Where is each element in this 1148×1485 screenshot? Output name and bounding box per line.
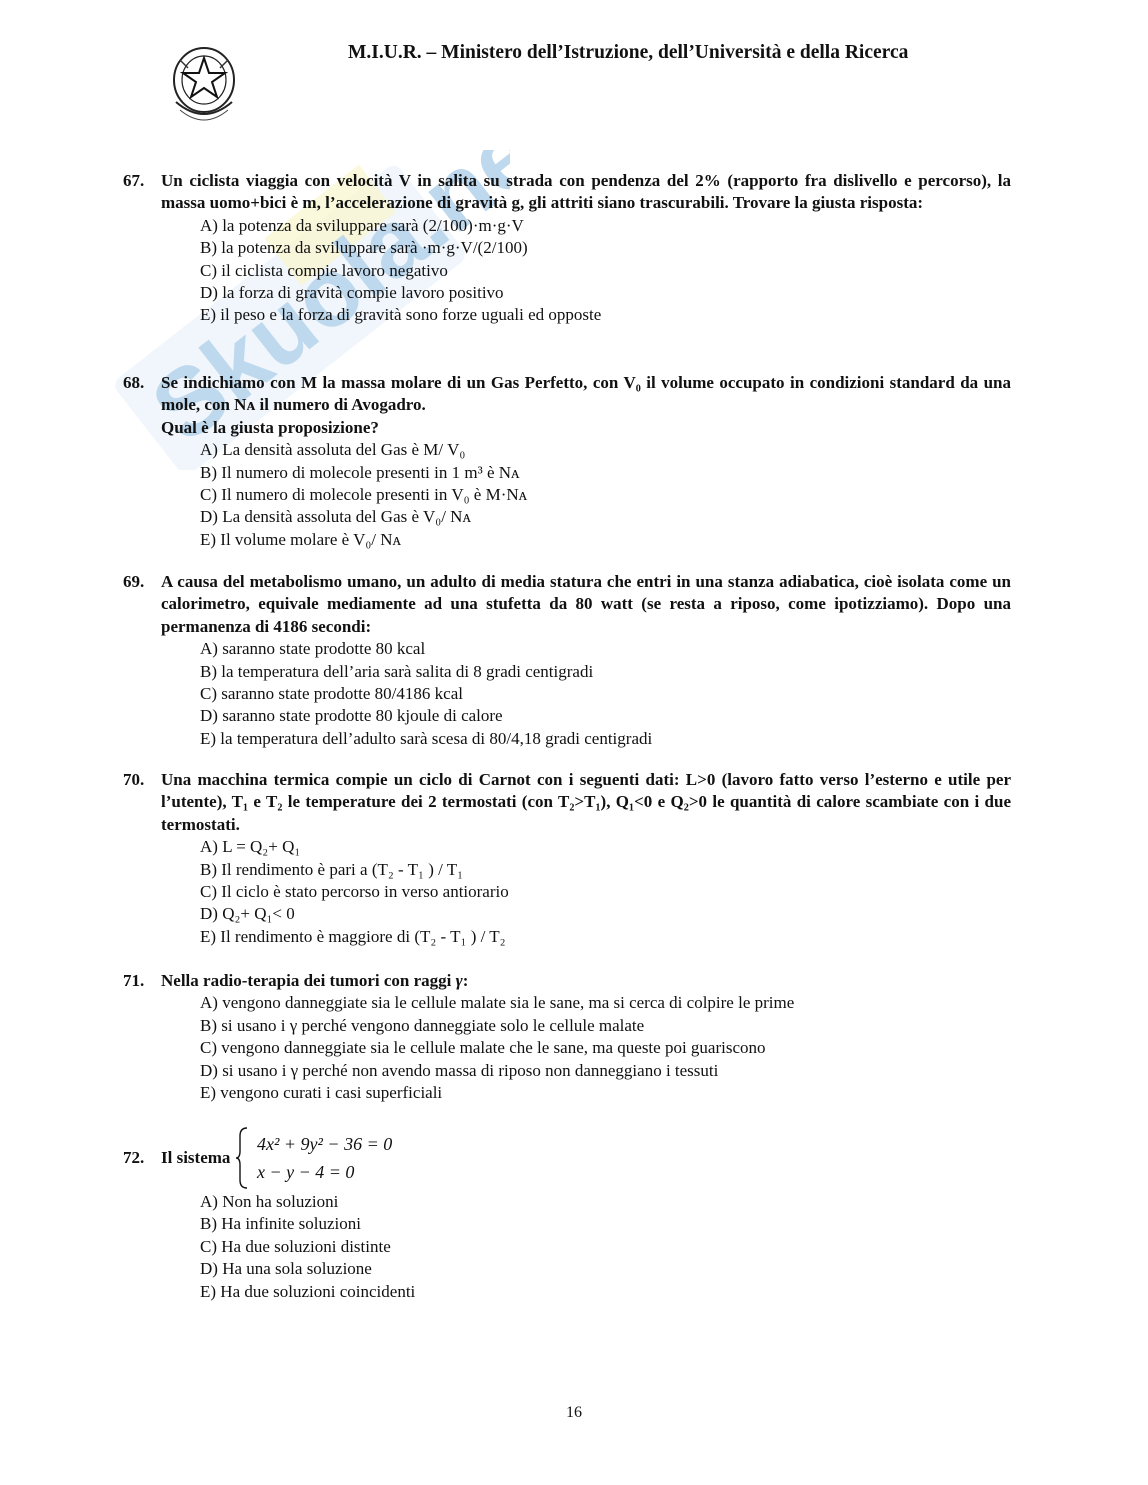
option-b: B) Il rendimento è pari a (T₂ - T₁ ) / T₁ [200, 859, 464, 879]
question-text: Un ciclista viaggia con velocità V in salita su strada con pendenza del 2% (rapporto fra dislivello e percorso), la massa uomo+bici è m, l’accelerazione di gravità g, gli attriti siano trascurabili. Trovare la giusta risposta: [161, 171, 1011, 213]
question-number: 70. [123, 770, 145, 789]
equation-2: x − y − 4 = 0 [257, 1162, 355, 1182]
answer-options [123, 215, 1011, 327]
gamma-symbol: γ [455, 971, 463, 990]
option-c: C) vengono danneggiate sia le cellule malate che le sane, ma queste poi guariscono [200, 1038, 766, 1058]
option-e: E) il peso e la forza di gravità sono forze uguali ed opposte [200, 305, 602, 325]
option-e: E) Il volume molare è V₀/ Nᴀ [200, 529, 402, 549]
question-text: Il sistema [161, 1148, 231, 1167]
option-c: C) Il numero di molecole presenti in V₀ è M·Nᴀ [200, 485, 528, 505]
question-68 [123, 372, 1011, 551]
question-number: 68. [123, 373, 145, 392]
option-e: E) vengono curati i casi superficiali [200, 1083, 443, 1103]
option-d: D) Ha una sola soluzione [200, 1259, 372, 1279]
question-72 [123, 1127, 1011, 1303]
watermark-text: Skuola.net [132, 150, 510, 463]
question-67 [123, 170, 1011, 327]
question-71 [123, 970, 1011, 1104]
option-d: D) si usano i γ perché non avendo massa di riposo non danneggiano i tessuti [200, 1060, 719, 1080]
question-text: Se indichiamo con M la massa molare di un Gas Perfetto, con V₀ il volume occupato in condizioni standard da una mole, con Nᴀ il numero di Avogadro. [161, 373, 1011, 415]
option-c: C) Ha due soluzioni distinte [200, 1236, 391, 1256]
option-a: A) la potenza da sviluppare sarà (2/100)·m·g·V [200, 215, 524, 235]
option-b: B) si usano i γ perché vengono danneggiate solo le cellule malate [200, 1015, 645, 1035]
option-a: A) L = Q₂+ Q₁ [200, 837, 301, 857]
option-d: D) saranno state prodotte 80 kjoule di calore [200, 706, 503, 726]
option-a: A) saranno state prodotte 80 kcal [200, 639, 426, 659]
question-number: 69. [123, 572, 145, 591]
question-text [161, 970, 1011, 992]
option-d: D) la forza di gravità compie lavoro positivo [200, 283, 504, 303]
page-number: 16 [566, 1404, 582, 1421]
option-e: E) Ha due soluzioni coincidenti [200, 1281, 416, 1301]
question-number: 67. [123, 171, 145, 190]
question-text-main: Nella radio-terapia dei tumori con raggi [161, 971, 452, 990]
answer-options [123, 439, 1011, 551]
option-b: B) la temperatura dell’aria sarà salita di 8 gradi centigradi [200, 661, 594, 681]
option-b: B) la potenza da sviluppare sarà ·m·g·V/(2/100) [200, 238, 528, 258]
option-c: C) Il ciclo è stato percorso in verso antiorario [200, 882, 509, 902]
answer-options [123, 1191, 1011, 1303]
equation-1: 4x² + 9y² − 36 = 0 [257, 1134, 393, 1154]
question-number: 71. [123, 971, 145, 990]
republic-emblem [166, 40, 242, 128]
option-a: A) La densità assoluta del Gas è M/ V₀ [200, 440, 466, 460]
option-c: C) il ciclista compie lavoro negativo [200, 260, 448, 280]
option-e: E) Il rendimento è maggiore di (T₂ - T₁ ) / T₂ [200, 926, 506, 946]
question-text-end: : [462, 971, 469, 990]
answer-options [123, 992, 1011, 1104]
option-c: C) saranno state prodotte 80/4186 kcal [200, 684, 463, 704]
option-e: E) la temperatura dell’adulto sarà scesa di 80/4,18 gradi centigradi [200, 728, 653, 748]
equation-system [123, 1127, 1011, 1191]
answer-options [123, 836, 1011, 948]
option-a: A) vengono danneggiate sia le cellule malate sia le sane, ma si cerca di colpire le prime [200, 993, 795, 1013]
answer-options [123, 638, 1011, 750]
option-a: A) Non ha soluzioni [200, 1192, 339, 1211]
option-d: D) La densità assoluta del Gas è V₀/ Nᴀ [200, 507, 471, 527]
option-b: B) Il numero di molecole presenti in 1 m³ è Nᴀ [200, 462, 520, 482]
question-69 [123, 571, 1011, 750]
option-d: D) Q₂+ Q₁< 0 [200, 904, 295, 924]
option-b: B) Ha infinite soluzioni [200, 1214, 362, 1234]
question-text: A causa del metabolismo umano, un adulto di media statura che entri in una stanza adiabatica, cioè isolata come un calorimetro, equivale mediamente ad una stufetta da 80 watt (se resta a riposo, come ipotizziamo). Dopo una permanenza di 4186 secondi: [161, 572, 1011, 636]
header-title: M.I.U.R. – Ministero dell’Istruzione, dell’Università e della Ricerca [348, 42, 909, 63]
question-70 [123, 769, 1011, 948]
brace-icon [235, 1127, 249, 1189]
question-number: 72. [123, 1148, 145, 1167]
question-prompt: Qual è la giusta proposizione? [161, 417, 379, 437]
question-text: Una macchina termica compie un ciclo di Carnot con i seguenti dati: L>0 (lavoro fatto verso l’esterno e utile per l’utente), T₁ e T₂ le temperature dei 2 termostati (con T₂>T₁), Q₁<0 e Q₂>0 le quantità di calore scambiate con i due termostati. [161, 770, 1011, 834]
